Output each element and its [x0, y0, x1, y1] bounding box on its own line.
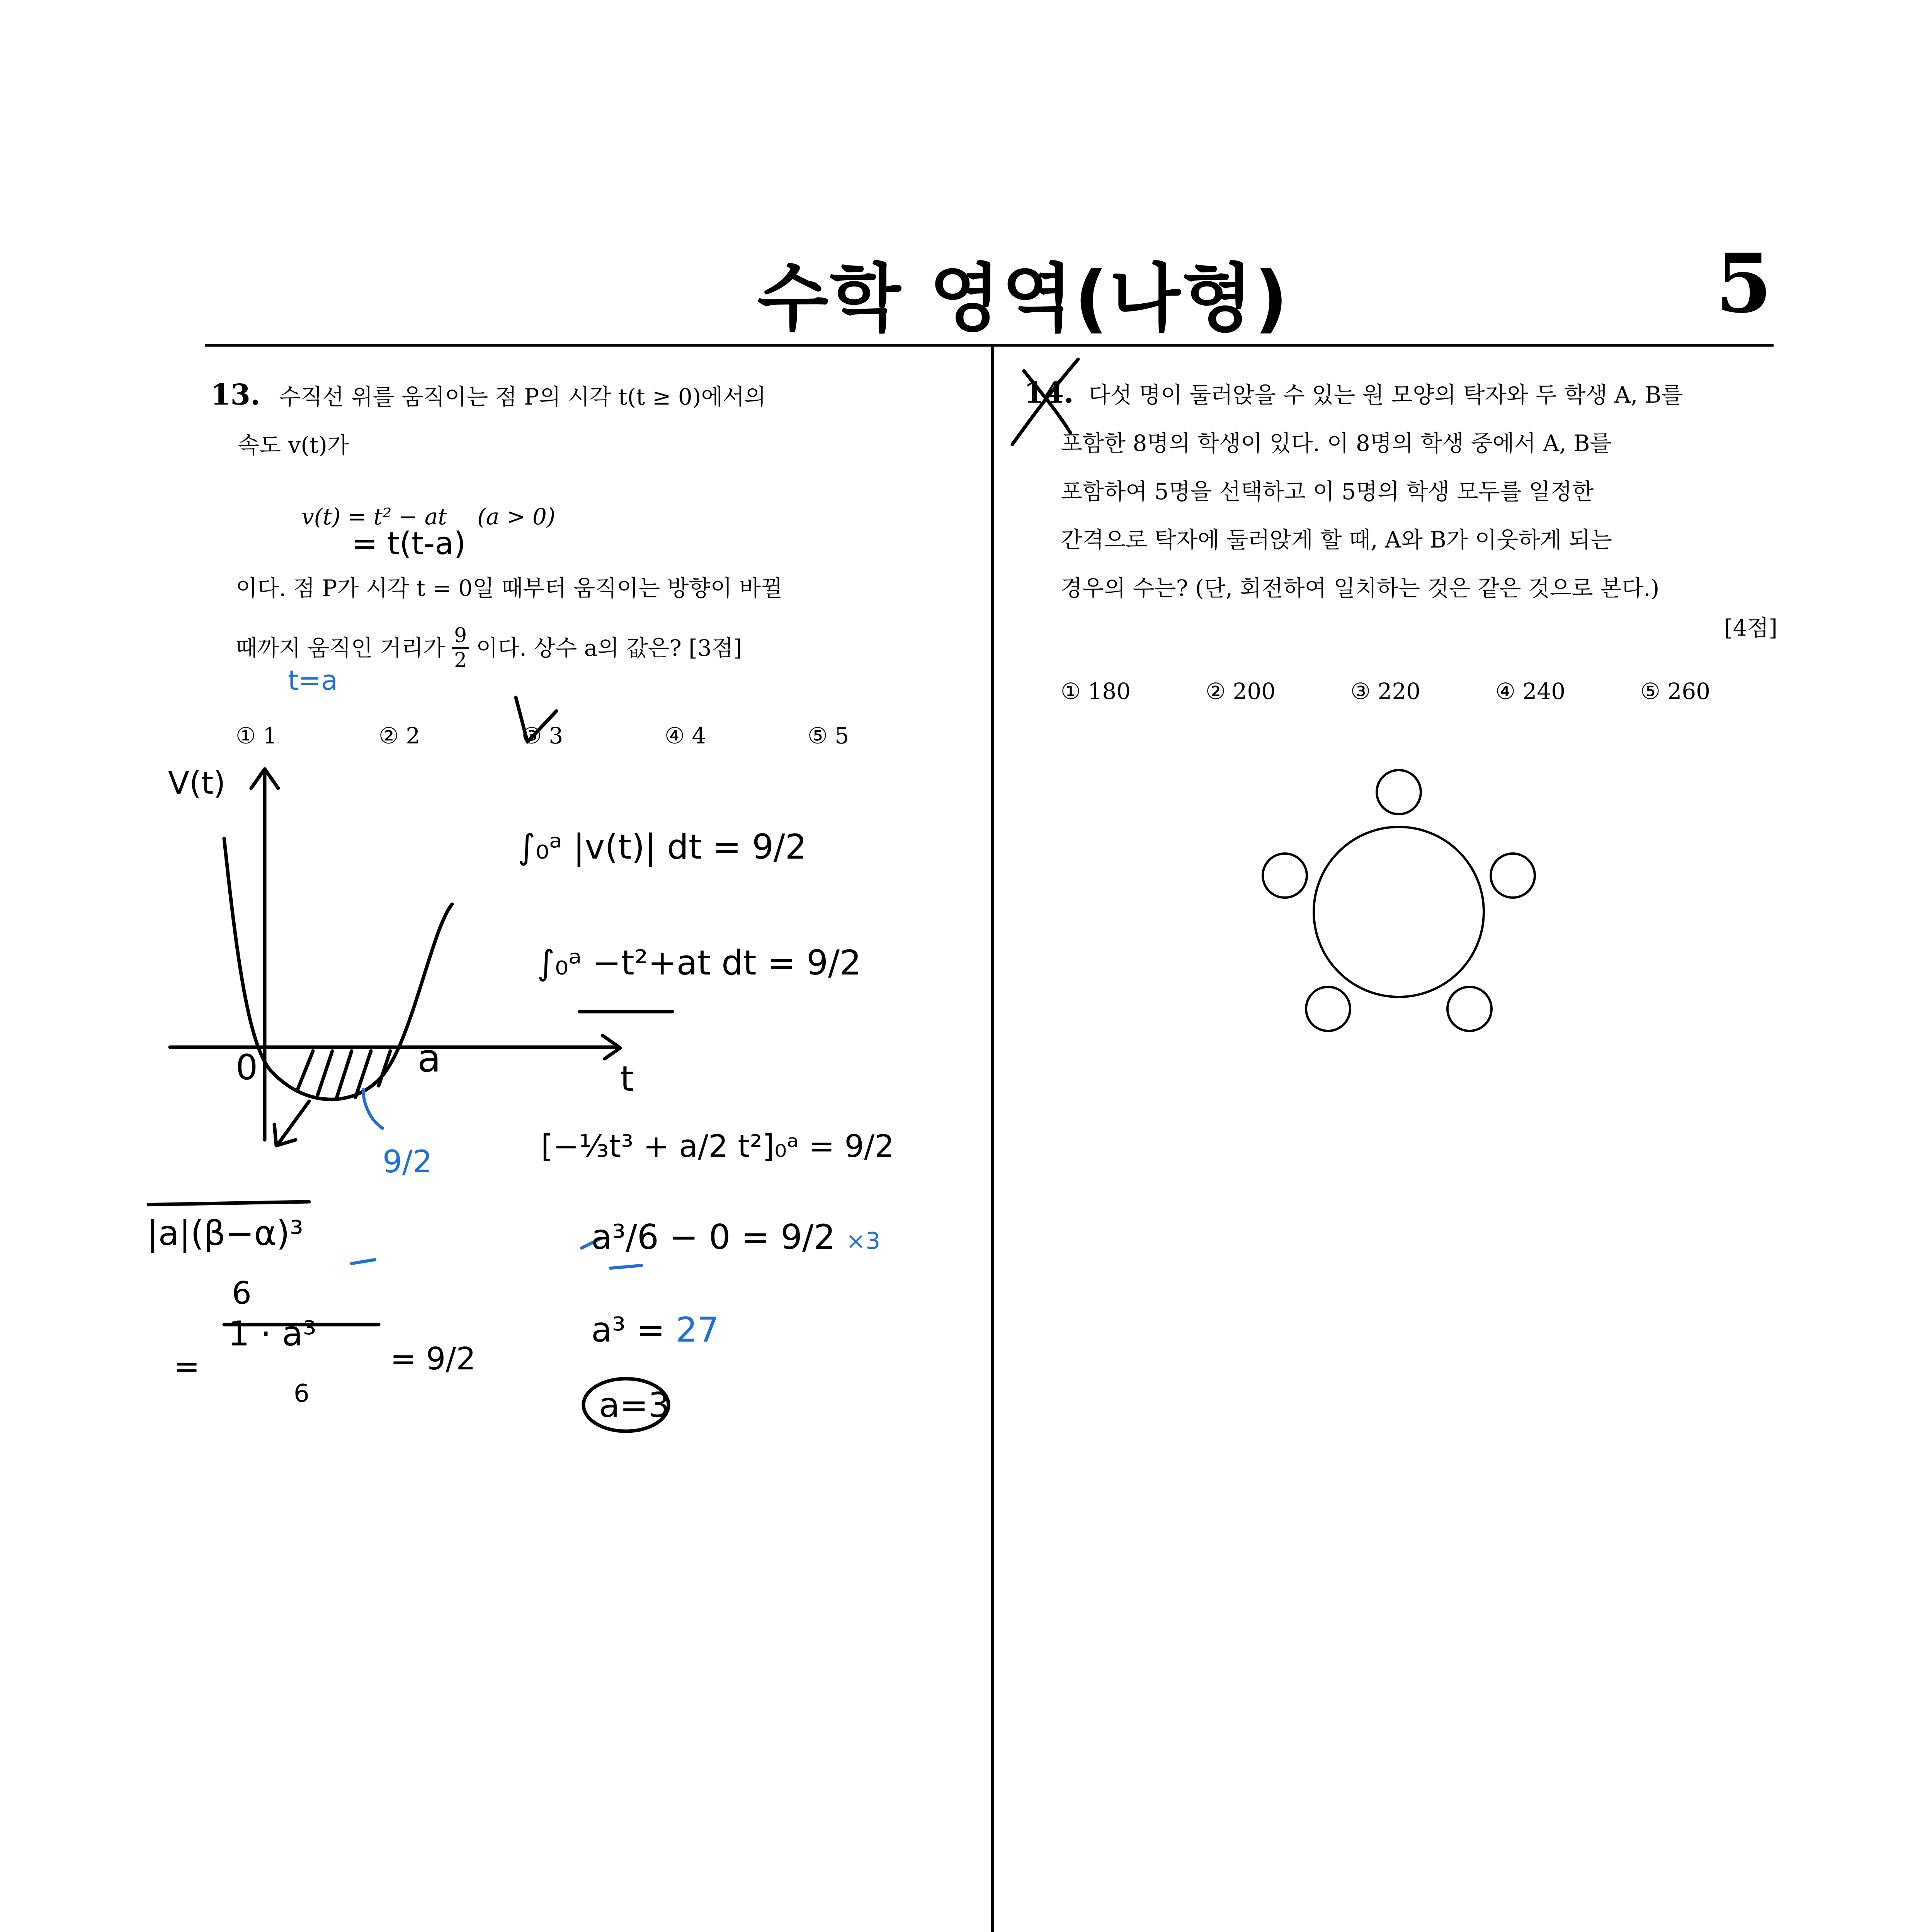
- seat-circle: [1377, 770, 1421, 814]
- question-text-fragment: 이다. 상수 a의 값은? [3점]: [476, 635, 742, 661]
- handwriting-formula: = 9/2: [390, 1341, 476, 1377]
- seat-circle: [1491, 854, 1535, 898]
- question-text-line: 다섯 명이 둘러앉을 수 있는 원 모양의 탁자와 두 학생 A, B를: [1088, 382, 1683, 408]
- handwriting-step-blue: 27: [675, 1310, 719, 1350]
- round-table-diagram: [1248, 757, 1542, 1043]
- handwriting-step-blue: ×3: [846, 1228, 881, 1255]
- handwriting-origin: 0: [236, 1047, 258, 1088]
- cross-out-mark: [1005, 355, 1105, 456]
- handwriting-answer: a=3: [599, 1385, 670, 1425]
- formula-text: v(t) = t² − at: [301, 503, 447, 530]
- formula-condition: (a > 0): [477, 503, 556, 530]
- handwriting-formula: |a|(β−α)³: [147, 1213, 304, 1253]
- fraction-numerator: 9: [452, 624, 469, 649]
- answer-choice[interactable]: ② 2: [379, 723, 420, 749]
- handwriting-formula: 1 · a³: [228, 1314, 317, 1354]
- seat-circle: [1263, 854, 1307, 898]
- seat-circle: [1447, 987, 1492, 1031]
- answer-choice[interactable]: ③ 220: [1350, 678, 1421, 704]
- question-13: [211, 371, 968, 469]
- handwriting-formula: 6: [294, 1379, 310, 1408]
- handwriting-axis-label: t: [620, 1059, 634, 1099]
- handwriting-step-text: a³ =: [591, 1310, 665, 1350]
- handwriting-step-text: a³/6 − 0 = 9/2: [591, 1217, 835, 1257]
- handwriting-t-eq-a: t=a: [288, 665, 338, 696]
- table-circle: [1314, 827, 1484, 997]
- question-text-line: 경우의 수는? (단, 회전하여 일치하는 것은 같은 것으로 본다.): [1061, 575, 1660, 601]
- question-text-fragment: 때까지 움직인 거리가: [236, 635, 445, 661]
- handwriting-integral: ∫₀ᵃ −t²+at dt = 9/2: [537, 943, 861, 983]
- page-number: 5: [1716, 236, 1772, 331]
- question-14: [1024, 369, 1777, 643]
- points-label: [4점]: [1724, 615, 1777, 641]
- answer-choice[interactable]: ⑤ 5: [808, 723, 849, 749]
- handwriting-formula: 6: [232, 1275, 252, 1311]
- answer-choice[interactable]: ④ 240: [1495, 678, 1566, 704]
- handwriting-axis-label: V(t): [168, 765, 226, 801]
- answer-choice[interactable]: ④ 4: [665, 723, 706, 749]
- question-text-line: 수직선 위를 움직이는 점 P의 시각 t(t ≥ 0)에서의: [279, 384, 766, 410]
- header-rule: [205, 344, 1774, 347]
- seat-circle: [1306, 987, 1350, 1031]
- handwriting-antiderivative: [−⅓t³ + a/2 t²]₀ᵃ = 9/2: [541, 1128, 895, 1164]
- question-number: 14.: [1024, 376, 1074, 410]
- page-title: 수학 영역(나형): [757, 256, 1290, 341]
- question-text-line: 포함한 8명의 학생이 있다. 이 8명의 학생 중에서 A, B를: [1061, 430, 1612, 456]
- column-divider: [991, 347, 994, 1932]
- handwriting-area-label: 9/2: [383, 1144, 432, 1180]
- answer-choice[interactable]: ② 200: [1206, 678, 1276, 704]
- handwriting-step: [591, 1310, 719, 1350]
- question-number: 13.: [211, 378, 260, 412]
- handwriting-root: a: [417, 1036, 441, 1081]
- handwriting-step: [591, 1217, 880, 1257]
- fraction-denominator: 2: [454, 649, 467, 672]
- question-text-line: 이다. 점 P가 시각 t = 0일 때부터 움직이는 방향이 바뀔: [236, 575, 783, 601]
- question-text-line: 포함하여 5명을 선택하고 이 5명의 학생 모두를 일정한: [1061, 478, 1594, 505]
- answer-choice[interactable]: ① 1: [236, 723, 277, 749]
- question-text-line: 속도 v(t)가: [238, 432, 349, 458]
- answer-choice[interactable]: ③ 3: [522, 723, 563, 749]
- answer-choice[interactable]: ① 180: [1061, 678, 1131, 704]
- question-text-line: 간격으로 탁자에 둘러앉게 할 때, A와 B가 이웃하게 되는: [1061, 527, 1612, 553]
- handwriting-factor: = t(t-a): [352, 526, 466, 561]
- answer-choice[interactable]: ⑤ 260: [1640, 678, 1711, 704]
- handwriting-formula: =: [174, 1349, 200, 1384]
- handwriting-integral: ∫₀ᵃ |v(t)| dt = 9/2: [518, 827, 807, 867]
